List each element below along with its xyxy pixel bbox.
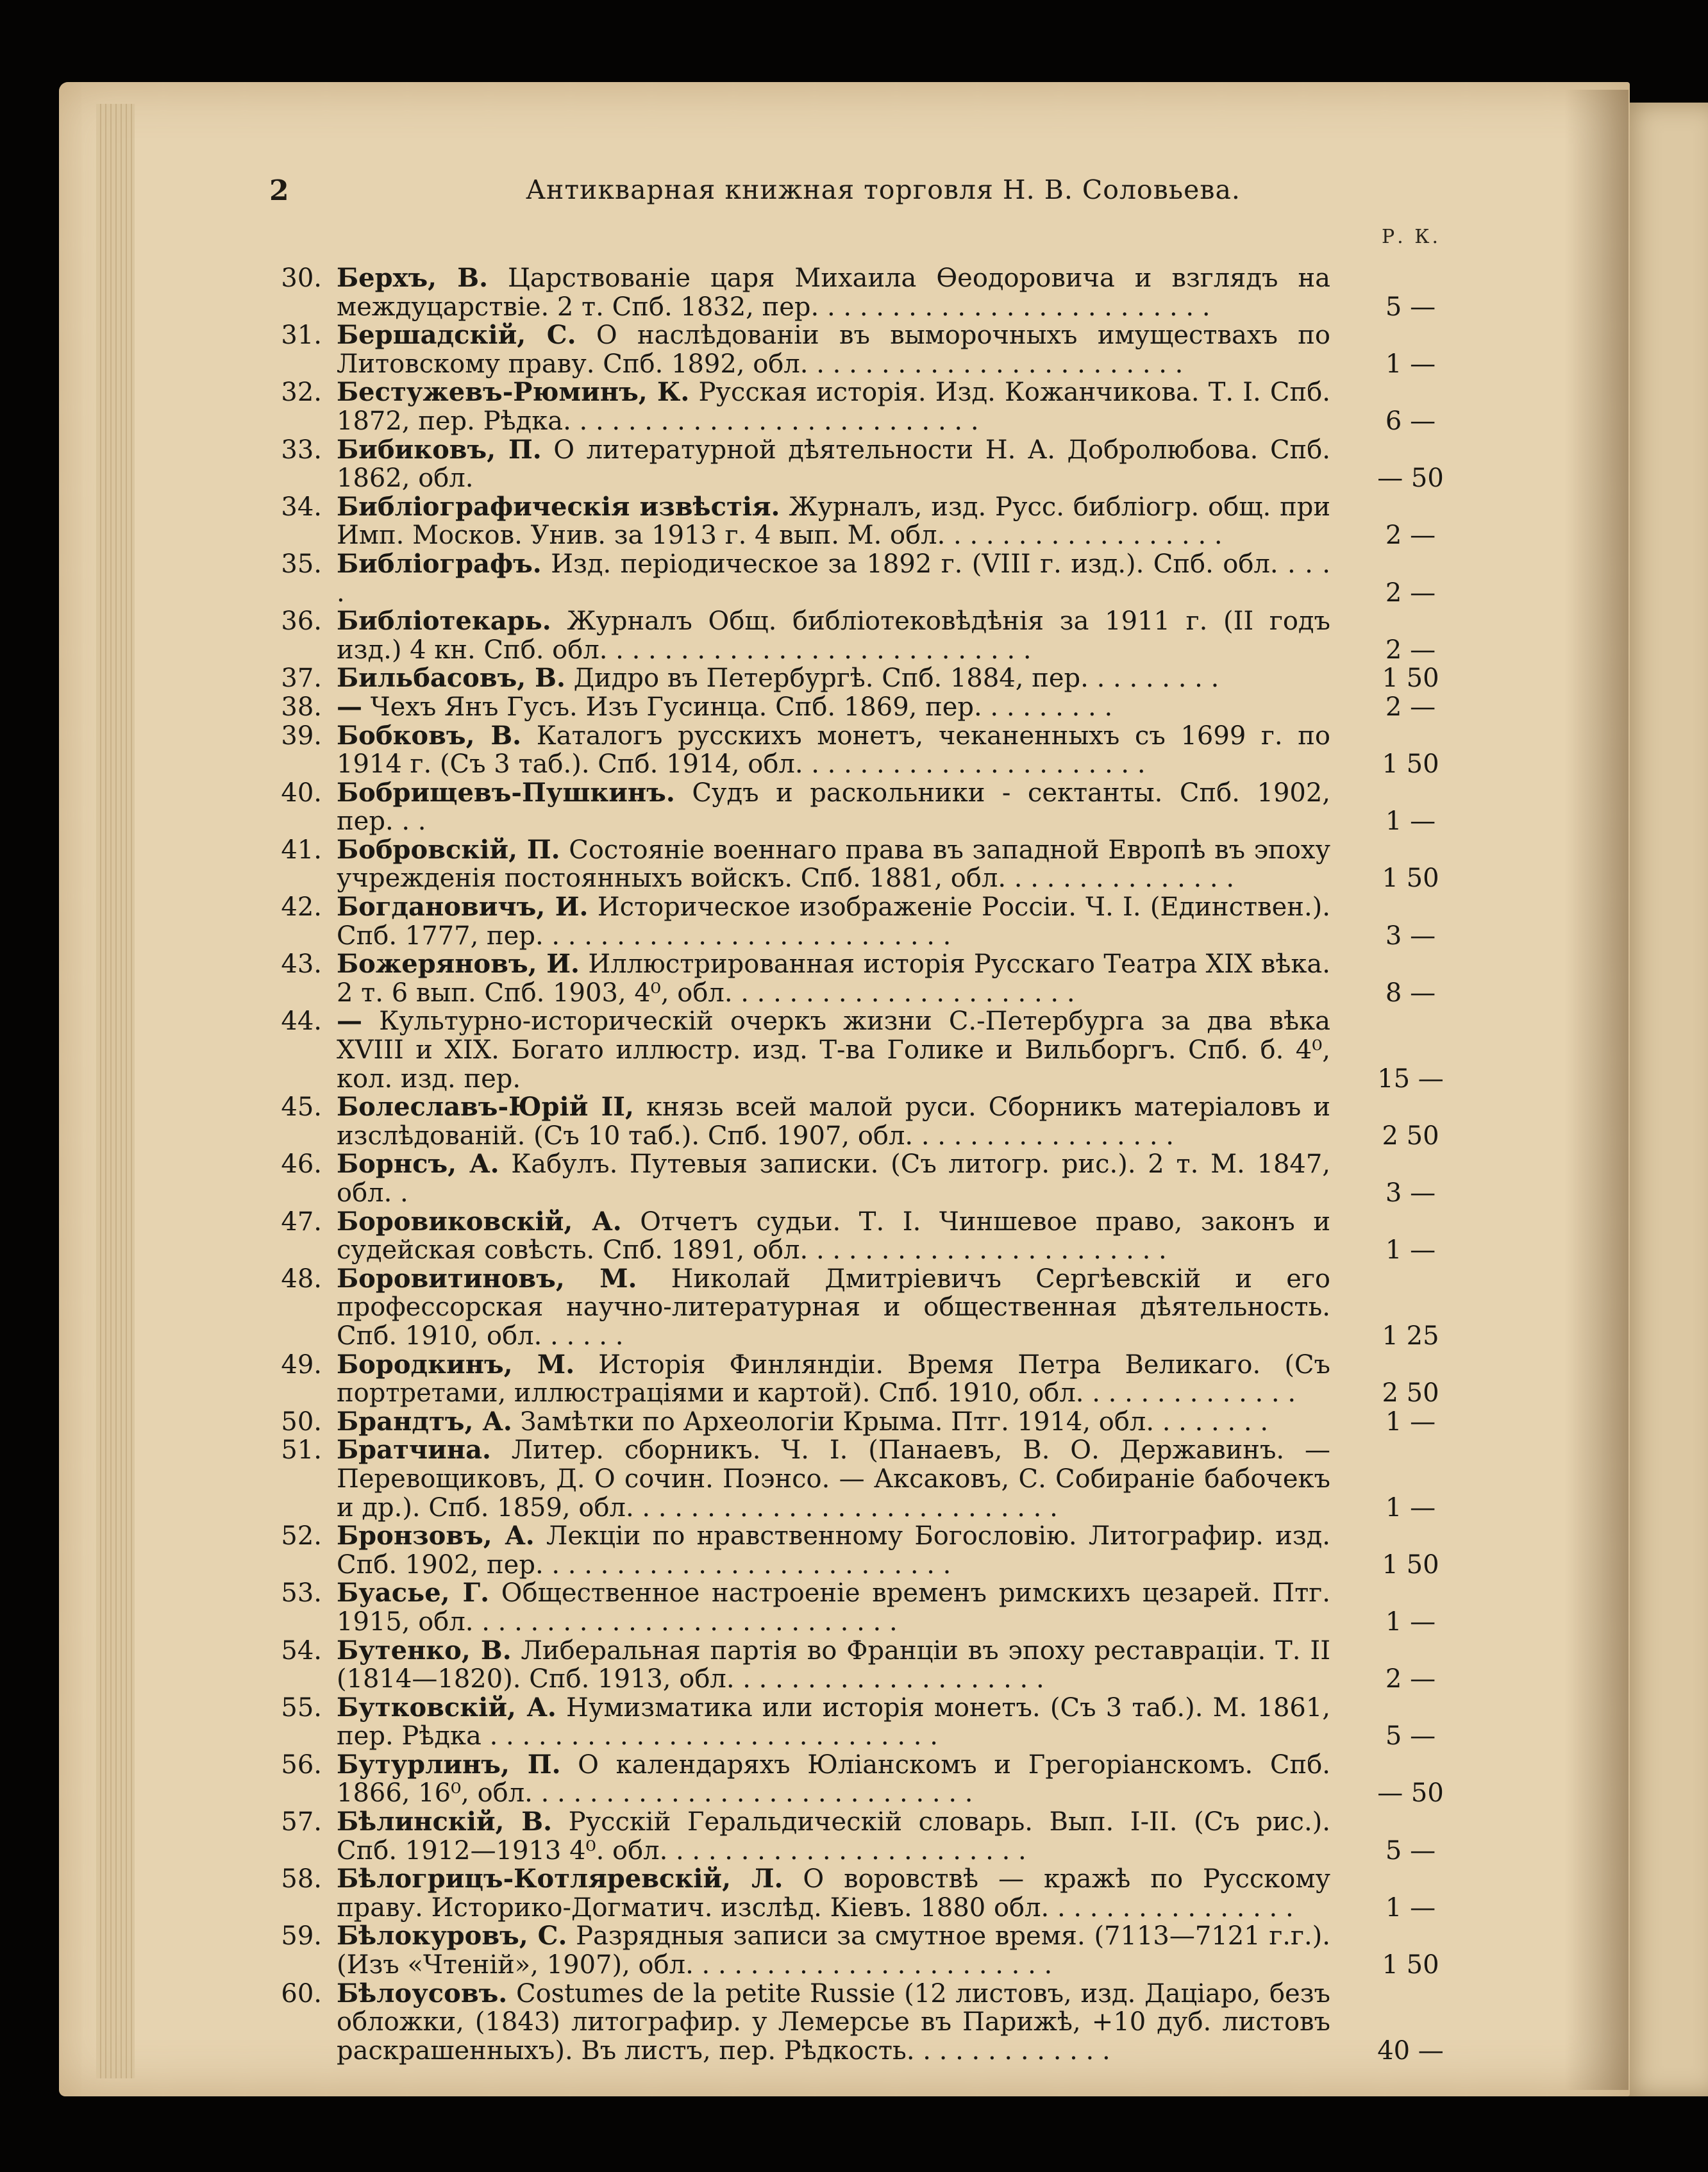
entry-description: [337, 722, 1330, 779]
entry-number: 59.: [281, 1921, 322, 1951]
entry-description: [337, 1408, 1330, 1437]
entry-description: [337, 1007, 1330, 1093]
entry-price: 1 50: [1382, 664, 1439, 694]
catalog-entry: [269, 436, 1462, 493]
entry-author: Бронзовъ, А.: [337, 1521, 535, 1551]
entry-text: О наслѣдованіи въ выморочныхъ имуществахъ по Литовскому праву. Спб. 1892, обл. . . . . . . . . . . . . . . . . . . . . . . .: [337, 321, 1330, 379]
entry-number: 36.: [281, 606, 322, 637]
entry-price: 1 —: [1385, 349, 1436, 379]
entry-number: 56.: [281, 1750, 322, 1780]
entry-text: Журналъ Общ. библіотековѣдѣнія за 1911 г. (II годъ изд.) 4 кн. Спб. обл. . . . . . . . . . . . . . . . . . . . . . . . . . .: [337, 606, 1330, 665]
catalog-entry: [269, 950, 1462, 1007]
entry-number: 39.: [281, 721, 322, 751]
entry-number: 42.: [281, 892, 322, 923]
catalog-entry: [269, 722, 1462, 779]
entry-description: [337, 1751, 1330, 1808]
entry-price: 8 —: [1385, 978, 1436, 1008]
entry-price: 1 50: [1382, 864, 1439, 894]
entry-price: 1 50: [1382, 1950, 1439, 1980]
entry-price: 1 50: [1382, 1550, 1439, 1580]
entry-number: 38.: [281, 692, 322, 722]
entry-description: [337, 1579, 1330, 1636]
entry-price: 5 —: [1385, 1835, 1436, 1866]
entry-number: 33.: [281, 435, 322, 465]
entry-price: 5 —: [1385, 292, 1436, 322]
catalog-entry: [269, 1922, 1462, 1979]
entry-number: 55.: [281, 1692, 322, 1723]
entry-text: Либеральная партія во Франціи въ эпоху реставраціи. Т. II (1814—1820). Спб. 1913, обл. . . . . . . . . . . . . . . . . . . .: [337, 1635, 1330, 1694]
entry-author: Бибиковъ, П.: [337, 434, 542, 465]
catalog-entry: [269, 693, 1462, 722]
entry-text: Разрядныя записи за смутное время. (7113—7121 г.г.). (Изъ «Чтеній», 1907), обл. . . . . . . . . . . . . . . . . . . . . . .: [337, 1921, 1330, 1980]
entry-text: Царствованіе царя Михаила Ѳеодоровича и взглядъ на междуцарствіе. 2 т. Спб. 1832, пер. . . . . . . . . . . . . . . . . . . . . . . . .: [337, 263, 1330, 322]
entry-author: Бѣлоусовъ.: [337, 1978, 508, 2009]
entry-description: [337, 1436, 1330, 1522]
entry-text: О литературной дѣятельности Н. А. Добролюбова. Спб. 1862, обл.: [337, 435, 1331, 494]
entry-text: Изд. періодическое за 1892 г. (VIII г. изд.). Спб. обл. . . . .: [337, 549, 1330, 608]
entry-text: Замѣтки по Археологіи Крыма. Птг. 1914, обл. . . . . . . .: [512, 1407, 1269, 1437]
catalog-entry: [269, 1865, 1462, 1922]
entry-number: 49.: [281, 1349, 322, 1380]
entry-description: [337, 264, 1330, 321]
entry-description: [337, 664, 1330, 693]
catalog-entry: [269, 607, 1462, 664]
entry-number: 53.: [281, 1578, 322, 1608]
entry-author: Братчина.: [337, 1435, 491, 1466]
entry-author: Буасье, Г.: [337, 1578, 490, 1608]
entry-price: 1 —: [1385, 1607, 1436, 1637]
entry-text: Общественное настроеніе временъ римскихъ цезарей. Птг. 1915, обл. . . . . . . . . . . . . . . . . . . . . . . . . . .: [337, 1578, 1330, 1637]
entry-number: 32.: [281, 378, 322, 408]
entry-number: 30.: [281, 263, 322, 293]
entry-description: [337, 1351, 1330, 1408]
entry-author: Бутурлинъ, П.: [337, 1749, 561, 1780]
catalog-list: [269, 264, 1462, 2065]
entry-author: Боровиковскій, А.: [337, 1206, 622, 1237]
entry-text: О календаряхъ Юліанскомъ и Грегоріанскомъ. Спб. 1866, 16⁰, обл. . . . . . . . . . . . . . . . . . . . . . . . . . . .: [337, 1750, 1330, 1809]
entry-price: 2 —: [1385, 692, 1436, 722]
entry-description: [337, 550, 1330, 607]
entry-author: Библіотекарь.: [337, 606, 551, 637]
entry-price: 2 —: [1385, 578, 1436, 608]
entry-price: 1 50: [1382, 749, 1439, 780]
entry-price: 40 —: [1377, 2035, 1444, 2066]
entry-description: [337, 1637, 1330, 1694]
entry-number: 34.: [281, 492, 322, 522]
entry-description: [337, 436, 1330, 493]
entry-price: 5 —: [1385, 1721, 1436, 1751]
entry-author: Бильбасовъ, В.: [337, 663, 565, 694]
catalog-entry: [269, 1751, 1462, 1808]
entry-price: 6 —: [1385, 406, 1436, 436]
entry-number: 48.: [281, 1264, 322, 1294]
entry-text: Культурно-историческій очеркъ жизни С.-Петербурга за два вѣка XVIII и XIX. Богато иллюстр. изд. Т-ва Голике и Вильборгъ. Спб. б. 4⁰, кол. изд. пер.: [337, 1007, 1330, 1094]
entry-author: Боровитиновъ, М.: [337, 1263, 637, 1294]
catalog-entry: [269, 1522, 1462, 1579]
catalog-entry: [269, 1208, 1462, 1265]
entry-description: [337, 836, 1330, 893]
entry-number: 35.: [281, 549, 322, 579]
entry-author: Богдановичъ, И.: [337, 892, 589, 923]
catalog-entry: [269, 836, 1462, 893]
catalog-entry: [269, 779, 1462, 836]
entry-author: Бершадскій, С.: [337, 320, 576, 351]
entry-text: Исторія Финляндіи. Время Петра Великаго. (Съ портретами, иллюстраціями и картой). Спб. 1910, обл. . . . . . . . . . . . . .: [337, 1349, 1330, 1408]
catalog-entry: [269, 321, 1462, 378]
catalog-entry: [269, 378, 1462, 435]
catalog-entry: [269, 1351, 1462, 1408]
entry-number: 52.: [281, 1521, 322, 1551]
entry-text: Русскій Геральдическій словарь. Вып. I-II. (Съ рис.). Спб. 1912—1913 4⁰. обл. . . . . . . . . . . . . . . . . . . . . . .: [337, 1807, 1330, 1866]
entry-description: [337, 1980, 1330, 2066]
entry-text: Каталогъ русскихъ монетъ, чеканенныхъ съ 1699 г. по 1914 г. (Съ 3 таб.). Спб. 1914, обл. . . . . . . . . . . . . . . . . . . . . .: [337, 721, 1330, 780]
entry-number: 50.: [281, 1407, 322, 1437]
entry-description: [337, 1922, 1330, 1979]
entry-description: [337, 1522, 1330, 1579]
entry-author: Борнсъ, А.: [337, 1149, 499, 1180]
entry-description: [337, 378, 1330, 435]
price-column-header: Р. К.: [1382, 226, 1441, 248]
entry-price: 1 —: [1385, 1892, 1436, 1923]
entry-author: Божеряновъ, И.: [337, 949, 580, 980]
entry-description: [337, 1694, 1330, 1751]
entry-price: 15 —: [1377, 1064, 1444, 1094]
entry-text: Состояніе военнаго права въ западной Европѣ въ эпоху учрежденія постоянныхъ войскъ. Спб. 1881, обл. . . . . . . . . . . . . . .: [337, 835, 1330, 894]
entry-number: 54.: [281, 1635, 322, 1666]
entry-price: 1 25: [1382, 1321, 1439, 1351]
catalog-entry: [269, 1808, 1462, 1865]
entry-price: 1 —: [1385, 1492, 1436, 1523]
entry-text: Судъ и раскольники - сектанты. Спб. 1902, пер. . .: [337, 778, 1330, 837]
entry-text: Кабулъ. Путевыя записки. (Съ литогр. рис.). 2 т. М. 1847, обл. .: [337, 1149, 1331, 1208]
entry-price: 2 50: [1382, 1378, 1439, 1408]
entry-number: 37.: [281, 664, 322, 694]
entry-description: [337, 1150, 1330, 1207]
entry-description: [337, 893, 1330, 950]
page-stack-edge: [96, 104, 135, 2078]
entry-number: 46.: [281, 1149, 322, 1180]
entry-text: Чехъ Янъ Гусъ. Изъ Гусинца. Спб. 1869, пер. . . . . . . . .: [362, 692, 1113, 722]
entry-number: 45.: [281, 1092, 322, 1123]
catalog-entry: [269, 664, 1462, 693]
catalog-entry: [269, 1265, 1462, 1351]
entry-price: 2 50: [1382, 1121, 1439, 1151]
entry-number: 60.: [281, 1978, 322, 2009]
adjacent-page-edge: [1621, 103, 1708, 2096]
entry-price: 3 —: [1385, 921, 1436, 951]
entry-author: Бобровскій, П.: [337, 834, 560, 865]
entry-price: 2 —: [1385, 635, 1436, 665]
entry-number: 51.: [281, 1435, 322, 1466]
page-number: 2: [269, 174, 290, 207]
entry-number: 57.: [281, 1807, 322, 1837]
entry-author: —: [337, 691, 362, 722]
entry-description: [337, 1208, 1330, 1265]
catalog-entry: [269, 1694, 1462, 1751]
entry-description: [337, 321, 1330, 378]
entry-description: [337, 1265, 1330, 1351]
entry-author: Бобрищевъ-Пушкинъ.: [337, 777, 675, 808]
entry-description: [337, 1093, 1330, 1150]
entry-description: [337, 950, 1330, 1007]
entry-author: Брандтъ, А.: [337, 1406, 512, 1437]
catalog-entry: [269, 1436, 1462, 1522]
catalog-entry: [269, 1408, 1462, 1437]
entry-description: [337, 779, 1330, 836]
entry-author: —: [337, 1006, 362, 1037]
entry-author: Бестужевъ-Рюминъ, К.: [337, 377, 690, 408]
entry-author: Бѣлинскій, В.: [337, 1807, 553, 1837]
entry-author: Болеславъ-Юрій II,: [337, 1092, 634, 1123]
running-title: Антикварная книжная торговля Н. В. Соловьева.: [526, 174, 1241, 205]
catalog-entry: [269, 1093, 1462, 1150]
entry-number: 31.: [281, 321, 322, 351]
entry-author: Бѣлогрицъ-Котляревскій, Л.: [337, 1864, 783, 1894]
entry-number: 41.: [281, 835, 322, 865]
catalog-entry: [269, 1637, 1462, 1694]
entry-text: Литер. сборникъ. Ч. I. (Панаевъ, В. О. Державинъ. — Перевощиковъ, Д. О сочин. Поэнсо. — Аксаковъ, С. Собираніе бабочекъ и др.). Спб. 1859, обл. . . . . . . . . . . . . . . . . . . . . . . . . . .: [337, 1435, 1330, 1523]
entry-text: О воровствѣ — кражѣ по Русскому праву. Историко-Догматич. изслѣд. Кіевъ. 1880 обл. . . . . . . . . . . . . . . .: [337, 1864, 1330, 1923]
entry-number: 47.: [281, 1207, 322, 1237]
entry-number: 40.: [281, 778, 322, 808]
entry-text: Иллюстрированная исторія Русскаго Театра XIX вѣка. 2 т. 6 вып. Спб. 1903, 4⁰, обл. . . . . . . . . . . . . . . . . . . . . .: [337, 949, 1330, 1008]
catalog-entry: [269, 1007, 1462, 1093]
entry-number: 43.: [281, 949, 322, 980]
entry-author: Бѣлокуровъ, С.: [337, 1921, 567, 1951]
entry-price: 1 —: [1385, 1235, 1436, 1266]
entry-text: Отчетъ судьи. Т. I. Чиншевое право, законъ и судейская совѣсть. Спб. 1891, обл. . . . . . . . . . . . . . . . . . . . . . .: [337, 1207, 1330, 1266]
entry-price: — 50: [1377, 464, 1444, 494]
entry-author: Библіографъ.: [337, 548, 542, 579]
entry-author: Бутковскій, А.: [337, 1692, 557, 1723]
catalog-entry: [269, 1980, 1462, 2066]
entry-description: [337, 1808, 1330, 1865]
entry-price: 1 —: [1385, 806, 1436, 837]
catalog-entry: [269, 550, 1462, 607]
entry-price: — 50: [1377, 1778, 1444, 1809]
entry-text: Николай Дмитріевичъ Сергѣевскій и его профессорская научно-литературная и общественная дѣятельность. Спб. 1910, обл. . . . . .: [337, 1264, 1330, 1351]
entry-text: Журналъ, изд. Русс. библіогр. общ. при Имп. Москов. Унив. за 1913 г. 4 вып. М. обл. . . . . . . . . . . . . . . . . .: [337, 492, 1331, 551]
catalog-entry: [269, 1150, 1462, 1207]
entry-text: Лекціи по нравственному Богословію. Литографир. изд. Спб. 1902, пер. . . . . . . . . . . . . . . . . . . . . . . . . .: [337, 1521, 1330, 1580]
entry-author: Берхъ, В.: [337, 263, 489, 293]
catalog-entry: [269, 1579, 1462, 1636]
entry-author: Библіографическія извѣстія.: [337, 491, 780, 522]
entry-text: князь всей малой руси. Сборникъ матеріаловъ и изслѣдованій. (Съ 10 таб.). Спб. 1907, обл. . . . . . . . . . . . . . . . .: [337, 1092, 1330, 1151]
entry-text: Историческое изображеніе Россіи. Ч. I. (Единствен.). Спб. 1777, пер. . . . . . . . . . . . . . . . . . . . . . . . . .: [337, 892, 1330, 951]
entry-number: 58.: [281, 1864, 322, 1894]
catalog-entry: [269, 893, 1462, 950]
entry-description: [337, 693, 1330, 722]
catalog-entry: [269, 493, 1462, 550]
catalog-entry: [269, 264, 1462, 321]
gutter-shadow: [1564, 90, 1628, 2090]
entry-number: 44.: [281, 1007, 322, 1037]
entry-author: Бутенко, В.: [337, 1635, 512, 1666]
entry-author: Бобковъ, В.: [337, 720, 522, 751]
entry-text: Нумизматика или исторія монетъ. (Съ 3 таб.). М. 1861, пер. Рѣдка . . . . . . . . . . . . . . . . . . . . . . . . . . . .: [337, 1692, 1331, 1751]
entry-text: Дидро въ Петербургѣ. Спб. 1884, пер. . . . . . . . .: [565, 664, 1219, 694]
entry-price: 2 —: [1385, 521, 1436, 551]
entry-price: 1 —: [1385, 1407, 1436, 1437]
entry-price: 2 —: [1385, 1664, 1436, 1694]
entry-description: [337, 607, 1330, 664]
entry-text: Costumes de la petite Russie (12 листовъ, изд. Даціаро, безъ обложки, (1843) литографир. у Лемерсье въ Парижѣ, +10 дуб. листовъ раскрашенныхъ). Въ листъ, пер. Рѣдкость. . . . . . . . . . . . .: [337, 1978, 1330, 2066]
entry-price: 3 —: [1385, 1178, 1436, 1208]
entry-author: Бородкинъ, М.: [337, 1349, 575, 1380]
entry-text: Русская исторія. Изд. Кожанчикова. Т. I. Спб. 1872, пер. Рѣдка. . . . . . . . . . . . . . . . . . . . . . . . . .: [337, 378, 1330, 436]
entry-description: [337, 493, 1330, 550]
entry-description: [337, 1865, 1330, 1922]
